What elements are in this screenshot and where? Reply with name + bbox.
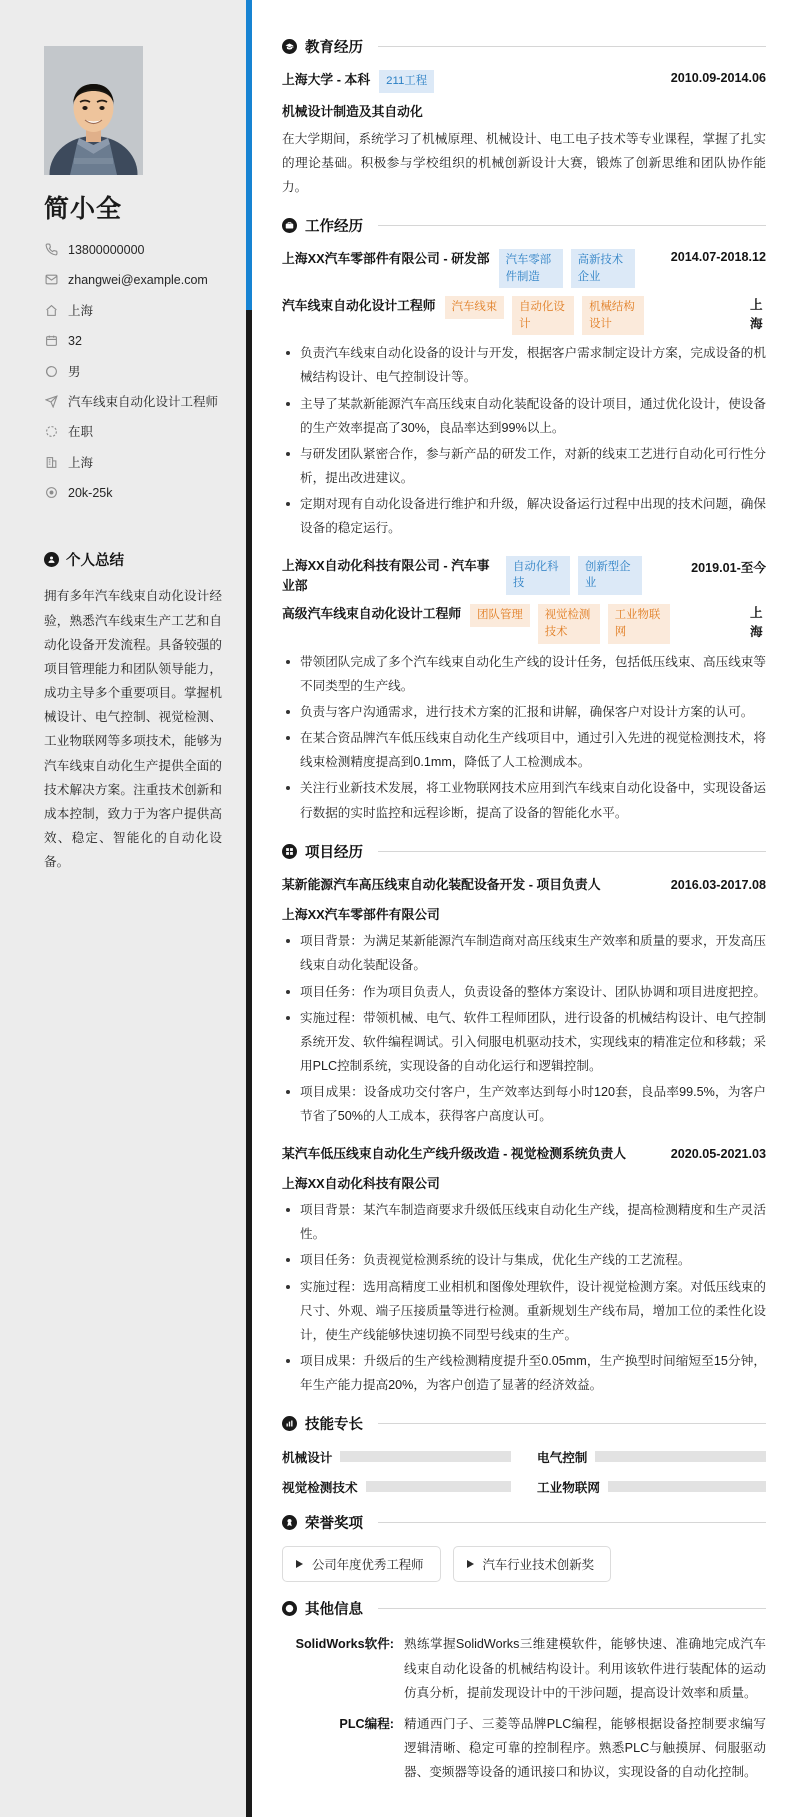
tag: 视觉检测技术 [538,604,600,643]
summary-section [44,549,222,874]
list-item: 项目背景：某汽车制造商要求升级低压线束自动化生产线，提高检测精度和生产灵活性。 [282,1198,766,1246]
education-entry-header [282,70,766,93]
list-item: 实施过程：选用高精度工业相机和图像处理软件，设计视觉检测方案。对低压线束的尺寸、外观、端子压接质量等进行检测。重新规划生产线布局，增加工位的柔性化设计，使生产线能够快速切换不同型号线束的生产。 [282,1275,766,1348]
skill-label: 电气控制 [537,1451,588,1466]
contact-item-hometown [44,302,222,321]
section-honors [282,1512,766,1582]
tag: 团队管理 [470,604,530,627]
salary-icon [44,484,59,501]
accent-stripe-blue [246,0,252,310]
divider [378,1608,766,1609]
divider [378,46,766,47]
role-tags [470,604,737,643]
section-title: 其他信息 [305,1602,363,1619]
contact-item-phone [44,241,222,260]
work-role-row [282,604,766,643]
contact-value: zhangwei@example.com [68,273,208,288]
contact-item-work-city [44,454,222,473]
role-title: 高级汽车线束自动化设计工程师 [282,606,462,622]
list-item: 定期对现有自动化设备进行维护和升级，解决设备运行过程中出现的技术问题，确保设备的稳定运行。 [282,492,766,540]
other-info-value: 精通西门子、三菱等品牌PLC编程，能够根据设备控制要求编写逻辑清晰、稳定可靠的控制程序。熟悉PLC与触摸屏、伺服驱动器、变频器等设备的通讯接口和协议，实现设备的自动化控制。 [404,1716,766,1780]
company-tags [499,249,662,288]
skills-grid [282,1447,766,1496]
skill-item [282,1477,511,1496]
contact-item-gender [44,363,222,382]
gender-icon [44,363,59,380]
honor-chip[interactable] [282,1546,441,1582]
contact-value: 男 [68,364,81,379]
section-title: 项目经历 [305,844,363,861]
tag: 211工程 [379,70,434,93]
tag: 创新型企业 [578,556,642,595]
work-location: 上海 [750,298,763,331]
summary-text: 拥有多年汽车线束自动化设计经验，熟悉汽车线束生产工艺和自动化设备开发流程。具备较强的项目管理能力和团队领导能力，成功主导多个重要项目。掌握机械设计、电气控制、视觉检测、工业物联网等多项技术，能够为汽车线束自动化生产提供全面的技术解决方案。注重技术创新和成本控制，致力于为客户提供高效、稳定、智能化的自动化设备。 [44,589,222,870]
graduation-cap-icon [282,39,297,54]
list-item: 项目成果：升级后的生产线检测精度提升至0.05mm，生产换型时间缩短至15分钟，年生产能力提高20%，为客户创造了显著的经济效益。 [282,1349,766,1397]
section-title: 工作经历 [305,219,363,236]
education-description: 在大学期间，系统学习了机械原理、机械设计、电工电子技术等专业课程，掌握了扎实的理论基础。积极参与学校组织的机械创新设计大赛，锻炼了创新思维和团队协作能力。 [282,131,766,194]
company-tags [506,556,682,595]
list-item: 项目背景：为满足某新能源汽车制造商对高压线束生产效率和质量的要求，开发高压线束自动化装配设备。 [282,929,766,977]
contact-value: 20k-25k [68,486,113,500]
contact-value: 32 [68,334,82,349]
company-name: 上海XX自动化科技有限公司 - 汽车事业部 [282,557,490,594]
contact-item-salary [44,484,222,503]
education-date: 2010.09-2014.06 [670,71,766,85]
contact-item-email [44,271,222,290]
work-heading [282,215,766,236]
other-info-value: 熟练掌握SolidWorks三维建模软件，能够快速、准确地完成汽车线束自动化设备的机械结构设计。利用该软件进行装配体的运动仿真分析，提前发现设计中的干涉问题，提高设计效率和质量。 [404,1637,766,1700]
briefcase-icon [282,218,297,233]
paperplane-icon [44,393,59,410]
tag: 工业物联网 [608,604,670,643]
play-triangle-icon [296,1560,303,1568]
other-info-key: SolidWorks软件: [295,1637,394,1652]
sidebar [0,0,246,1817]
user-icon [44,552,59,567]
contact-value: 在职 [68,425,94,440]
contact-value: 汽车线束自动化设计工程师 [68,394,219,409]
project-org: 上海XX汽车零部件有限公司 [282,907,440,923]
project-header [282,875,766,895]
work-date: 2014.07-2018.12 [670,250,766,265]
info-icon [282,1601,297,1616]
education-major: 机械设计制造及其自动化 [282,103,423,119]
work-entry [282,249,766,541]
main-content [246,0,794,1817]
divider [378,1522,766,1523]
work-location: 上海 [750,606,763,640]
skill-item [537,1447,766,1466]
other-info-item [282,1632,766,1705]
skill-bar [608,1481,766,1492]
phone-icon [44,241,59,258]
work-role-row [282,296,766,335]
project-name: 某汽车低压线束自动化生产线升级改造 - 视觉检测系统负责人 [282,1145,627,1161]
other-info-item [282,1712,766,1785]
tag: 汽车线束 [445,296,505,319]
accent-stripe-dark [246,310,252,1817]
project-bullets [282,1198,766,1397]
work-entry-header [282,556,766,597]
work-bullets [282,341,766,540]
list-item: 项目任务：作为项目负责人，负责设备的整体方案设计、团队协调和项目进度把控。 [282,980,766,1004]
other-info-heading [282,1598,766,1619]
avatar [44,46,143,175]
contact-item-job-target [44,393,222,412]
divider [378,1423,766,1424]
project-date: 2016.03-2017.08 [670,877,766,892]
skill-item [537,1477,766,1496]
work-bullets [282,650,766,825]
project-name: 某新能源汽车高压线束自动化装配设备开发 - 项目负责人 [282,876,601,892]
status-icon [44,423,59,440]
section-skills [282,1413,766,1496]
role-tags [445,296,737,335]
skill-bar [340,1451,511,1462]
education-heading [282,36,766,57]
project-date: 2020.05-2021.03 [670,1146,766,1161]
honor-label: 汽车行业技术创新奖 [482,1558,595,1573]
work-entry [282,556,766,825]
education-entry [282,70,766,199]
contact-value: 13800000000 [68,243,145,257]
education-tags [379,70,662,93]
contact-item-age [44,332,222,351]
list-item: 负责汽车线束自动化设备的设计与开发，根据客户需求制定设计方案，完成设备的机械结构设计、电气控制设计等。 [282,341,766,389]
list-item: 负责与客户沟通需求，进行技术方案的汇报和讲解，确保客户对设计方案的认可。 [282,700,766,724]
list-item: 关注行业新技术发展，将工业物联网技术应用到汽车线束自动化设备中，实现设备运行数据的实时监控和远程诊断，提高了设备的智能化水平。 [282,776,766,824]
chart-icon [282,1416,297,1431]
divider [378,225,766,226]
company-name: 上海XX汽车零部件有限公司 - 研发部 [282,251,490,267]
role-title: 汽车线束自动化设计工程师 [282,298,436,314]
work-date: 2019.01-至今 [691,560,766,575]
skill-label: 机械设计 [282,1451,333,1466]
summary-title: 个人总结 [66,553,124,570]
list-item: 实施过程：带领机械、电气、软件工程师团队，进行设备的机械结构设计、电气控制系统开发、软件编程调试。引入伺服电机驱动技术，实现线束的精准定位和移载；采用PLC控制系统，实现设备的自动化运行和逻辑控制。 [282,1006,766,1079]
section-projects [282,841,766,1398]
skill-bar [595,1451,766,1462]
skill-bar [366,1481,511,1492]
building-icon [44,454,59,471]
honor-label: 公司年度优秀工程师 [312,1558,424,1573]
skills-heading [282,1413,766,1434]
project-entry [282,1144,766,1398]
list-item: 在某合资品牌汽车低压线束自动化生产线项目中，通过引入先进的视觉检测技术，将线束检测精度提高到0.1mm，降低了人工检测成本。 [282,726,766,774]
section-work [282,215,766,825]
contact-value: 上海 [68,455,94,470]
section-other-info [282,1598,766,1784]
honor-chip[interactable] [453,1546,612,1582]
project-entry [282,875,766,1129]
play-triangle-icon [467,1560,474,1568]
section-title: 荣誉奖项 [305,1516,363,1533]
projects-heading [282,841,766,862]
list-item: 与研发团队紧密合作，参与新产品的研发工作，对新的线束工艺进行自动化可行性分析，提出改进建议。 [282,442,766,490]
skill-label: 视觉检测技术 [282,1481,358,1496]
list-item: 主导了某款新能源汽车高压线束自动化装配设备的设计项目，通过优化设计，使设备的生产效率提高了30%，良品率达到99%以上。 [282,392,766,440]
skill-label: 工业物联网 [537,1481,600,1496]
grid-icon [282,844,297,859]
honors-list [282,1546,766,1582]
contact-list [44,241,222,503]
home-icon [44,302,59,319]
project-bullets [282,929,766,1128]
divider [378,851,766,852]
tag: 自动化设计 [512,296,574,335]
section-title: 技能专长 [305,1417,363,1434]
work-entry-header [282,249,766,288]
list-item: 项目任务：负责视觉检测系统的设计与集成，优化生产线的工艺流程。 [282,1248,766,1272]
skill-item [282,1447,511,1466]
calendar-icon [44,332,59,349]
tag: 高新技术企业 [571,249,635,288]
tag: 自动化科技 [506,556,570,595]
section-title: 教育经历 [305,40,363,56]
honors-heading [282,1512,766,1533]
contact-value: 上海 [68,303,94,318]
contact-item-status [44,423,222,442]
tag: 机械结构设计 [582,296,644,335]
school-name: 上海大学 - 本科 [282,72,371,87]
list-item: 项目成果：设备成功交付客户，生产效率达到每小时120套，良品率99.5%，为客户节省了50%的人工成本，获得客户高度认可。 [282,1080,766,1128]
tag: 汽车零部件制造 [499,249,563,288]
award-icon [282,1515,297,1530]
other-info-key: PLC编程: [339,1716,394,1731]
summary-heading [44,549,222,570]
project-org: 上海XX自动化科技有限公司 [282,1176,440,1192]
page-title: 简小全 [44,195,123,223]
list-item: 带领团队完成了多个汽车线束自动化生产线的设计任务，包括低压线束、高压线束等不同类型的生产线。 [282,650,766,698]
project-header [282,1144,766,1164]
section-education [282,36,766,199]
mail-icon [44,271,59,288]
